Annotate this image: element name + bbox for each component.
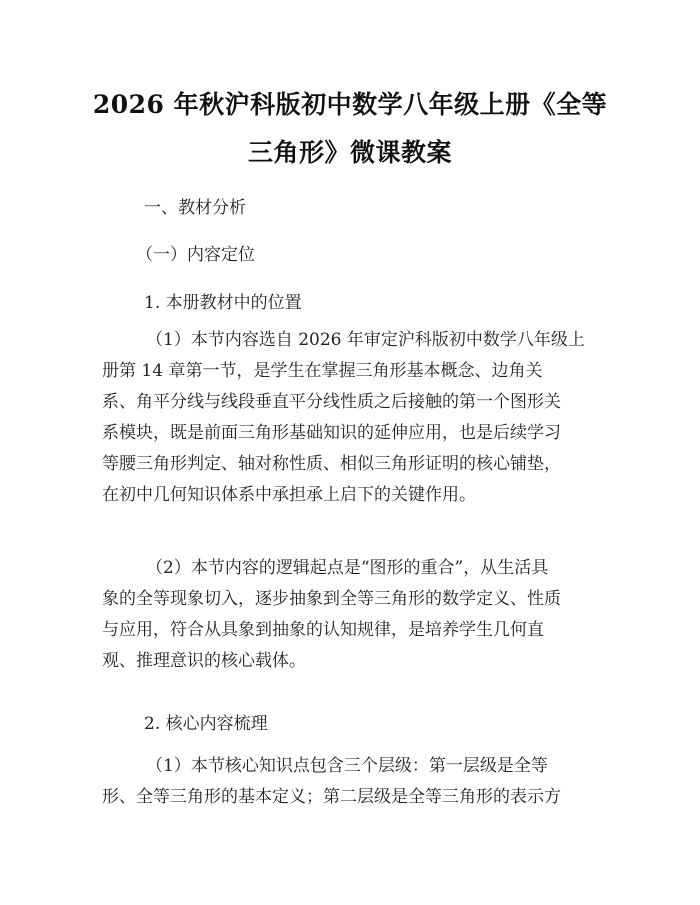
item-heading-1: 1. 本册教材中的位置: [144, 293, 302, 313]
paragraph-line: 与应用，符合从具象到抽象的认知规律，是培养学生几何直: [102, 620, 544, 640]
paragraph-line: 系、角平分线与线段垂直平分线性质之后接触的第一个图形关: [102, 392, 561, 412]
paragraph-line: 系模块，既是前面三角形基础知识的延伸应用，也是后续学习: [102, 423, 561, 443]
document-title-line-2: 三角形》微课教案: [247, 138, 452, 167]
paragraph-line: 象的全等现象切入，逐步抽象到全等三角形的数学定义、性质: [102, 589, 561, 609]
document-title-line-1: 2026 年秋沪科版初中数学八年级上册《全等: [92, 90, 608, 119]
paragraph-line: （1）本节内容选自 2026 年审定沪科版初中数学八年级上: [146, 330, 585, 350]
paragraph-1: [102, 325, 602, 511]
paragraph-line: 形、全等三角形的基本定义；第二层级是全等三角形的表示方: [102, 787, 561, 807]
paragraph-2: [102, 553, 602, 677]
paragraph-line: （1）本节核心知识点包含三个层级：第一层级是全等: [146, 756, 548, 776]
section-heading: 一、教材分析: [144, 198, 246, 218]
paragraph-line: 在初中几何知识体系中承担承上启下的关键作用。: [102, 485, 476, 505]
paragraph-line: 观、推理意识的核心载体。: [102, 651, 306, 671]
paragraph-line: （2）本节内容的逻辑起点是“图形的重合”，从生活具: [146, 558, 549, 578]
paragraph-line: 册第 14 章第一节，是学生在掌握三角形基本概念、边角关: [102, 361, 543, 381]
paragraph-line: 等腰三角形判定、轴对称性质、相似三角形证明的核心铺垫，: [102, 454, 561, 474]
subsection-heading: （一）内容定位: [136, 245, 255, 265]
item-heading-2: 2. 核心内容梳理: [144, 714, 268, 734]
paragraph-3: [102, 751, 602, 813]
